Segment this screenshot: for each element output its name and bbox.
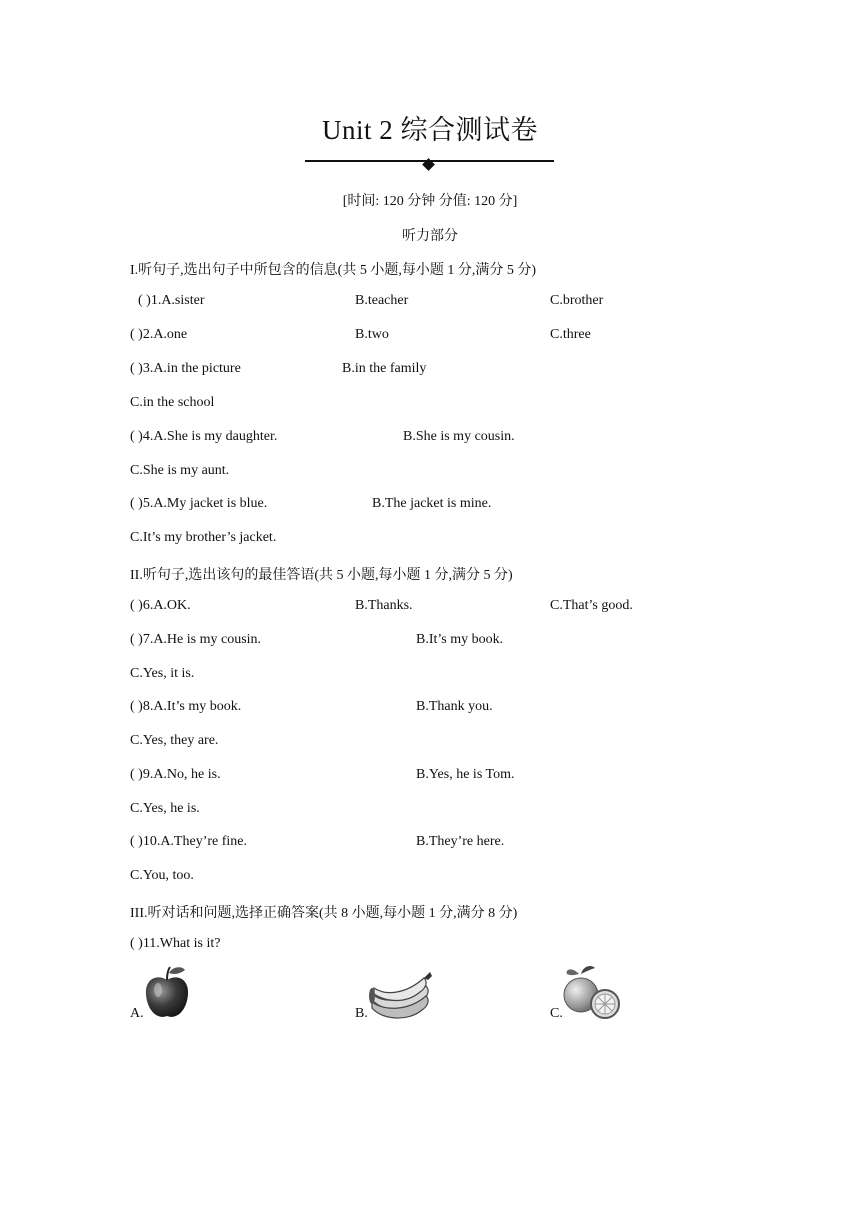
q7-option-b: B.It’s my book. — [416, 632, 504, 647]
q10-option-c: C.You, too. — [130, 868, 194, 883]
exam-meta: [时间: 120 分钟 分值: 120 分] — [342, 194, 518, 209]
q1-option-a: ( )1.A.sister — [138, 293, 205, 308]
q4-option-b: B.She is my cousin. — [403, 429, 515, 444]
q2-option-b: B.two — [355, 327, 389, 342]
q9-option-b: B.Yes, he is Tom. — [416, 767, 515, 782]
q11-question: ( )11.What is it? — [130, 936, 221, 951]
page-title: Unit 2 综合测试卷 — [321, 115, 538, 145]
q5-option-b: B.The jacket is mine. — [372, 496, 492, 511]
q3-option-a: ( )3.A.in the picture — [130, 361, 241, 376]
q7-option-c: C.Yes, it is. — [130, 666, 195, 681]
q5-option-c: C.It’s my brother’s jacket. — [130, 530, 277, 545]
part3-heading: III.听对话和问题,选择正确答案(共 8 小题,每小题 1 分,满分 8 分) — [130, 906, 518, 921]
q8-option-a: ( )8.A.It’s my book. — [130, 699, 242, 714]
q1-option-c: C.brother — [550, 293, 604, 308]
q7-option-a: ( )7.A.He is my cousin. — [130, 632, 262, 647]
part2-heading: II.听句子,选出该句的最佳答语(共 5 小题,每小题 1 分,满分 5 分) — [130, 568, 513, 583]
q1-option-b: B.teacher — [355, 293, 409, 308]
q2-option-a: ( )2.A.one — [130, 327, 188, 342]
apple-icon — [140, 964, 194, 1022]
q3-option-b: B.in the family — [342, 361, 427, 376]
section-header: 听力部分 — [402, 229, 458, 244]
q8-option-b: B.Thank you. — [416, 699, 493, 714]
q6-option-c: C.That’s good. — [550, 598, 633, 613]
part1-heading: I.听句子,选出句子中所包含的信息(共 5 小题,每小题 1 分,满分 5 分) — [130, 263, 536, 278]
q10-option-a: ( )10.A.They’re fine. — [130, 834, 248, 849]
q8-option-c: C.Yes, they are. — [130, 733, 219, 748]
q6-option-a: ( )6.A.OK. — [130, 598, 191, 613]
q11-option-c-label: C. — [550, 1006, 563, 1021]
q10-option-b: B.They’re here. — [416, 834, 505, 849]
q9-option-a: ( )9.A.No, he is. — [130, 767, 221, 782]
q4-option-a: ( )4.A.She is my daughter. — [130, 429, 278, 444]
q11-option-a-label: A. — [130, 1006, 144, 1021]
q6-option-b: B.Thanks. — [355, 598, 413, 613]
q5-option-a: ( )5.A.My jacket is blue. — [130, 496, 268, 511]
q2-option-c: C.three — [550, 327, 591, 342]
q4-option-c: C.She is my aunt. — [130, 463, 230, 478]
orange-icon — [561, 962, 623, 1022]
q3-option-c: C.in the school — [130, 395, 215, 410]
bananas-icon — [368, 970, 434, 1022]
q11-option-b-label: B. — [355, 1006, 368, 1021]
q9-option-c: C.Yes, he is. — [130, 801, 200, 816]
